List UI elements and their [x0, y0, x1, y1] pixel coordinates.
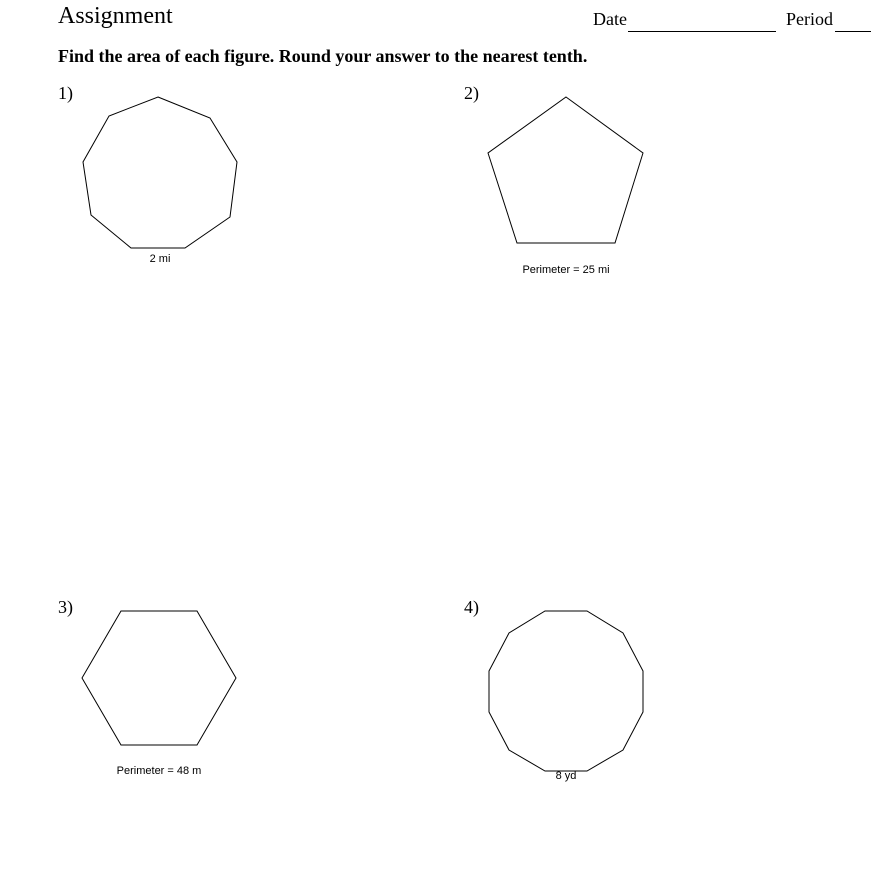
- problem-3-number: 3): [58, 597, 73, 617]
- nonagon-figure: [83, 97, 237, 248]
- problem-4-label: 8 yd: [555, 770, 577, 782]
- worksheet-title: Assignment: [58, 3, 173, 29]
- problem-2-number: 2): [464, 83, 479, 103]
- date-label: Date: [593, 9, 627, 29]
- pentagon-figure: [488, 97, 643, 243]
- problem-1-label: 2 mi: [149, 253, 171, 265]
- problem-1-number: 1): [58, 83, 73, 103]
- decagon-figure: [489, 611, 643, 771]
- problem-3-label: Perimeter = 48 m: [116, 765, 202, 777]
- hexagon-figure: [82, 611, 236, 745]
- problem-4-number: 4): [464, 597, 479, 617]
- instructions: Find the area of each figure. Round your answer to the nearest tenth.: [58, 46, 588, 66]
- period-label: Period: [786, 9, 833, 29]
- problem-2-label: Perimeter = 25 mi: [522, 264, 610, 276]
